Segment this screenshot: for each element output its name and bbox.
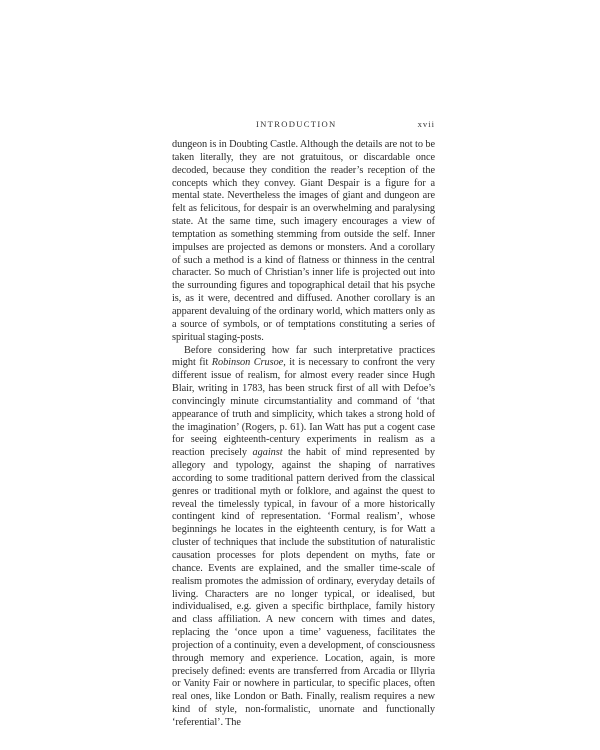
paragraph-2-text-3: the habit of mind represented by allegory and typology, against the shaping of narratives according to some traditional pattern derived from the classical genres or traditional myth or folklore, and against the quest to reveal the timelessly typical, in favour of a more historically contingent kind of representation. ‘Formal realism’, whose beginnings he locates in the eighteenth century, is for Watt a cluster of techniques that include the substitution of naturalistic causation processes for plots dependent on myths, fate or chance. Events are explained, and the smaller time-scale of realism promotes the admission of ordinary, everyday details of living. Characters are no longer typical, or idealised, but individualised, e.g. given a specific birthplace, family history and class affiliation. A new concern with times and dates, replacing the ‘once upon a time’ vagueness, facilitates the projection of a continuity, even a development, of consciousness through memory and experience. Location, again, is more precisely defined: events are transferred from Arcadia or Illyria or Vanity Fair or nowhere in particular, to specific places, often real ones, like London or Bath. Finally, realism requires a new kind of style, non-formalistic, unornate and functionally ‘referential’. The: [172, 447, 435, 728]
running-head: [173, 119, 435, 131]
page-number: xvii: [417, 119, 435, 129]
body-text: [172, 139, 435, 730]
emphasis-against: against: [252, 447, 283, 459]
running-head-title: INTRODUCTION: [256, 119, 337, 129]
paragraph-2-text-2: , it is necessary to confront the very different issue of realism, for almost every reader since Hugh Blair, writing in 1783, has been struck first of all with Defoe’s convincingly minute circumstantiality and command of ‘that appearance of truth and simplicity, which takes a strong hold of the imagination’ (Rogers, p. 61). Ian Watt has put a cogent case for seeing eighteenth-century experiments in realism as a reaction precisely: [172, 357, 435, 459]
paragraph-1-text: dungeon is in Doubting Castle. Although the details are not to be taken literally, they are not gratuitous, or discardable once decoded, because they condition the reader’s reception of the concepts which they convey. Giant Despair is a figure for a mental state. Nevertheless the images of giant and dungeon are felt as felicitous, for despair is an overwhelming and paralysing state. At the same time, such imagery encourages a view of temptation as something stemming from outside the self. Inner impulses are projected as demons or monsters. And a corollary of such a method is a kind of flatness or thinness in the central character. So much of Christian’s inner life is projected out into the surrounding figures and topographical detail that his psyche is, as it were, decentred and diffused. Another corollary is an apparent devaluing of the ordinary world, which matters only as a source of symbols, or of temptations constituting a series of spiritual staging-posts.: [172, 139, 435, 343]
paragraph-2-text-1: Before considering how far such interpretative practices might fit: [172, 344, 435, 369]
paragraph-2: [172, 345, 435, 730]
paragraph-1: [172, 139, 435, 345]
book-title-robinson-crusoe: Robinson Crusoe: [211, 357, 284, 369]
